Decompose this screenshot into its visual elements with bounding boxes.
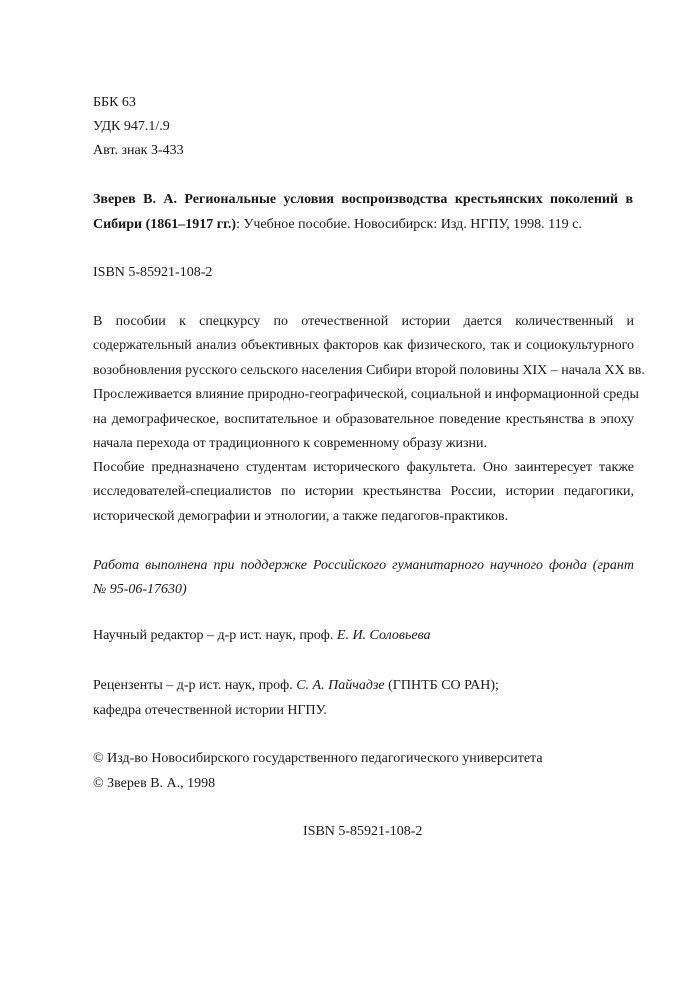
- grant-line-2: № 95-06-17630): [93, 582, 187, 598]
- abstract-p1-line: возобновления русского сельского населения Сибири второй половины XIX – начала XX вв.: [93, 362, 645, 378]
- grant-notice: [93, 554, 634, 603]
- reviewers-line-2: кафедра отечественной истории НГПУ.: [93, 703, 327, 718]
- abstract-p2-line: исследователей-специалистов по истории крестьянства России, истории педагогики,: [93, 484, 634, 500]
- bbk-code: ББК 63: [93, 95, 136, 110]
- abstract-p2-line: Пособие предназначено студентам исторического факультета. Оно заинтересует также: [93, 460, 634, 475]
- isbn-top: ISBN 5-85921-108-2: [93, 265, 213, 280]
- abstract-p1-line: В пособии к спецкурсу по отечественной истории дается количественный и: [93, 314, 634, 329]
- author-sign: Авт. знак З-433: [93, 143, 184, 158]
- abstract-p1-line: на демографическое, воспитательное и образовательное поведение крестьянства в эпоху: [93, 411, 634, 427]
- citation-publication-info: : Учебное пособие. Новосибирск: Изд. НГПУ, 1998. 119 с.: [236, 217, 582, 232]
- copyright-author: © Зверев В. А., 1998: [93, 776, 216, 791]
- abstract-p1-line: начала перехода от традиционного к современному образу жизни.: [93, 436, 488, 452]
- reviewers-line-1: Рецензенты – д-р ист. наук, проф. С. А. Пайчадзе (ГПНТБ СО РАН);: [93, 678, 499, 693]
- abstract-p1-line: Прослеживается влияние природно-географической, социальной и информационной среды: [93, 387, 639, 403]
- editor-name: Е. И. Соловьева: [336, 628, 431, 643]
- abstract-p2-line: исторической демографии и этнологии, а также педагогов-практиков.: [93, 508, 509, 524]
- citation-line-2: [93, 216, 633, 234]
- citation-line-1: Зверев В. А. Региональные условия воспроизводства крестьянских поколений в: [93, 192, 633, 207]
- reviewer-name: С. А. Пайчадзе: [296, 678, 385, 693]
- abstract-p1-line: содержательный анализ объективных факторов как физического, так и социокультурного: [93, 338, 634, 354]
- copyright-publisher: © Изд-во Новосибирского государственного педагогического университета: [93, 751, 543, 766]
- scientific-editor: Научный редактор – д-р ист. наук, проф. Е. И. Соловьева: [93, 628, 431, 643]
- abstract-paragraph-2: [93, 456, 634, 529]
- citation-title-end: Сибири (1861–1917 гг.): [93, 217, 237, 232]
- isbn-bottom: ISBN 5-85921-108-2: [303, 824, 423, 839]
- grant-line-1: Работа выполнена при поддержке Российского гуманитарного научного фонда (грант: [93, 558, 634, 573]
- bibliographic-citation: [93, 191, 633, 234]
- udk-code: УДК 947.1/.9: [93, 119, 170, 134]
- abstract-paragraph-1: [93, 310, 645, 456]
